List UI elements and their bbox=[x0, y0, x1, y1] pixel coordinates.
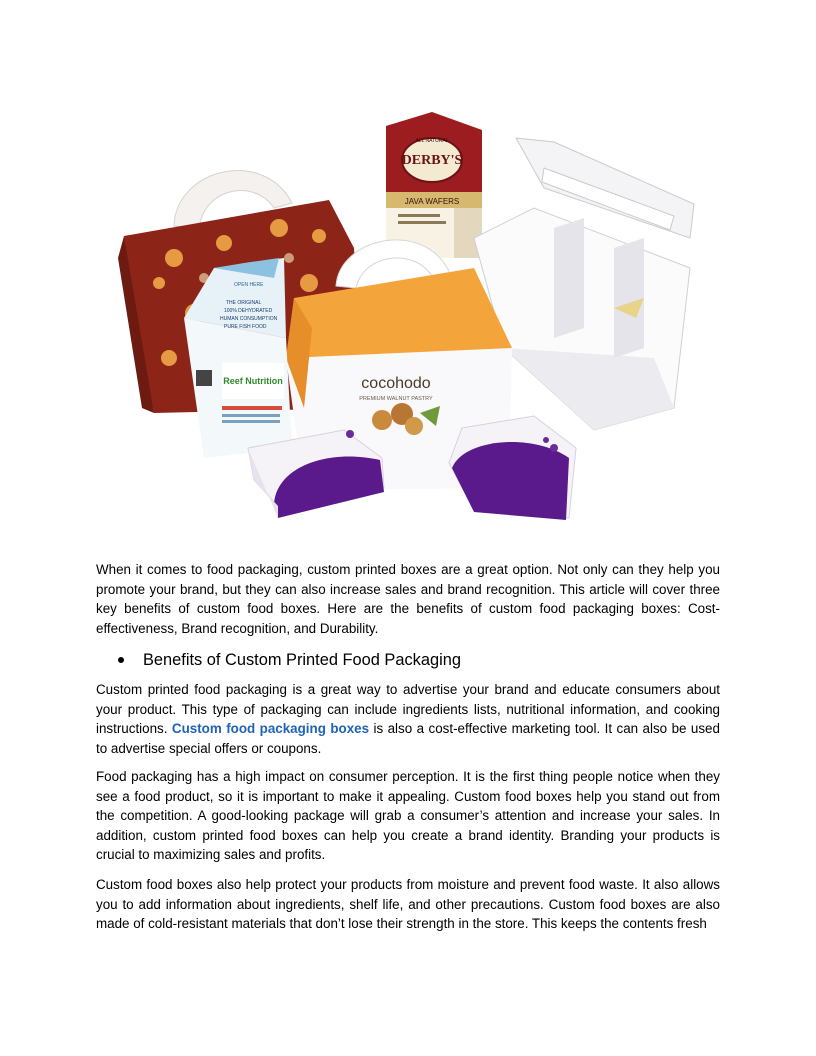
derbys-brand-text: DERBY'S bbox=[401, 153, 463, 168]
paragraph-custom-printed-start: Custom printed food packaging is a great way to advertise your brand and educate consumers about your product. This type of packaging can include ingredients lists, nutritional information, and cooking instructions. bbox=[96, 682, 720, 737]
paragraph-consumer-perception: Food packaging has a high impact on consumer perception. It is the first thing people notice when they see a food product, so it is important to make it appealing. Custom food boxes help you stand out from the competition. A good-looking package will grab a consumer’s attention and increase your sales. In addition, custom printed food boxes can help you create a brand identity. Branding your products is crucial to maximizing sales and profits. bbox=[96, 769, 720, 863]
intro-paragraph: When it comes to food packaging, custom printed boxes are a great option. Not only can they help you promote your brand, but they can also increase sales and brand recognition. This article will cover three key benefits of custom food boxes. Here are the benefits of custom food packaging boxes: Cost-effectiveness, Brand recognition, and Durability. bbox=[96, 562, 720, 636]
carton-logo-text: Reef Nutrition bbox=[223, 376, 283, 386]
carton-line3-text: HUMAN CONSUMPTION bbox=[220, 316, 278, 322]
carton-open-text: OPEN HERE bbox=[234, 282, 264, 288]
purple-box-right bbox=[449, 416, 576, 520]
paragraph-protection: Custom food boxes also help protect your products from moisture and prevent food waste. It also allows you to add information about ingredients, shelf life, and other precautions. Custom food boxes are also made of cold-resistant materials that don’t lose their strength in the store. This keeps the contents fresh bbox=[96, 877, 720, 932]
carton-line1-text: THE ORIGINAL bbox=[226, 300, 262, 306]
derbys-box bbox=[386, 112, 482, 258]
food-packaging-photo bbox=[114, 108, 704, 540]
derbys-top-text: ALL NATURAL bbox=[415, 138, 449, 144]
carton-line4-text: PURE FISH FOOD bbox=[224, 324, 267, 330]
cocohodo-brand-text: cocohodo bbox=[361, 375, 431, 392]
bullet-icon bbox=[118, 657, 124, 663]
paragraph-custom-printed-end: is also a cost-effective marketing tool. It can also be used to advertise special offers or coupons. bbox=[96, 721, 720, 756]
paragraph-custom-printed bbox=[96, 680, 720, 758]
carton-line2-text: 100% DEHYDRATED bbox=[224, 308, 273, 314]
bullet-heading-text: Benefits of Custom Printed Food Packaging bbox=[143, 651, 461, 669]
bullet-heading bbox=[118, 649, 461, 671]
custom-food-packaging-link[interactable]: Custom food packaging boxes bbox=[171, 721, 370, 737]
derbys-product-text: JAVA WAFERS bbox=[404, 197, 460, 206]
cocohodo-tagline-text: PREMIUM WALNUT PASTRY bbox=[359, 396, 433, 402]
